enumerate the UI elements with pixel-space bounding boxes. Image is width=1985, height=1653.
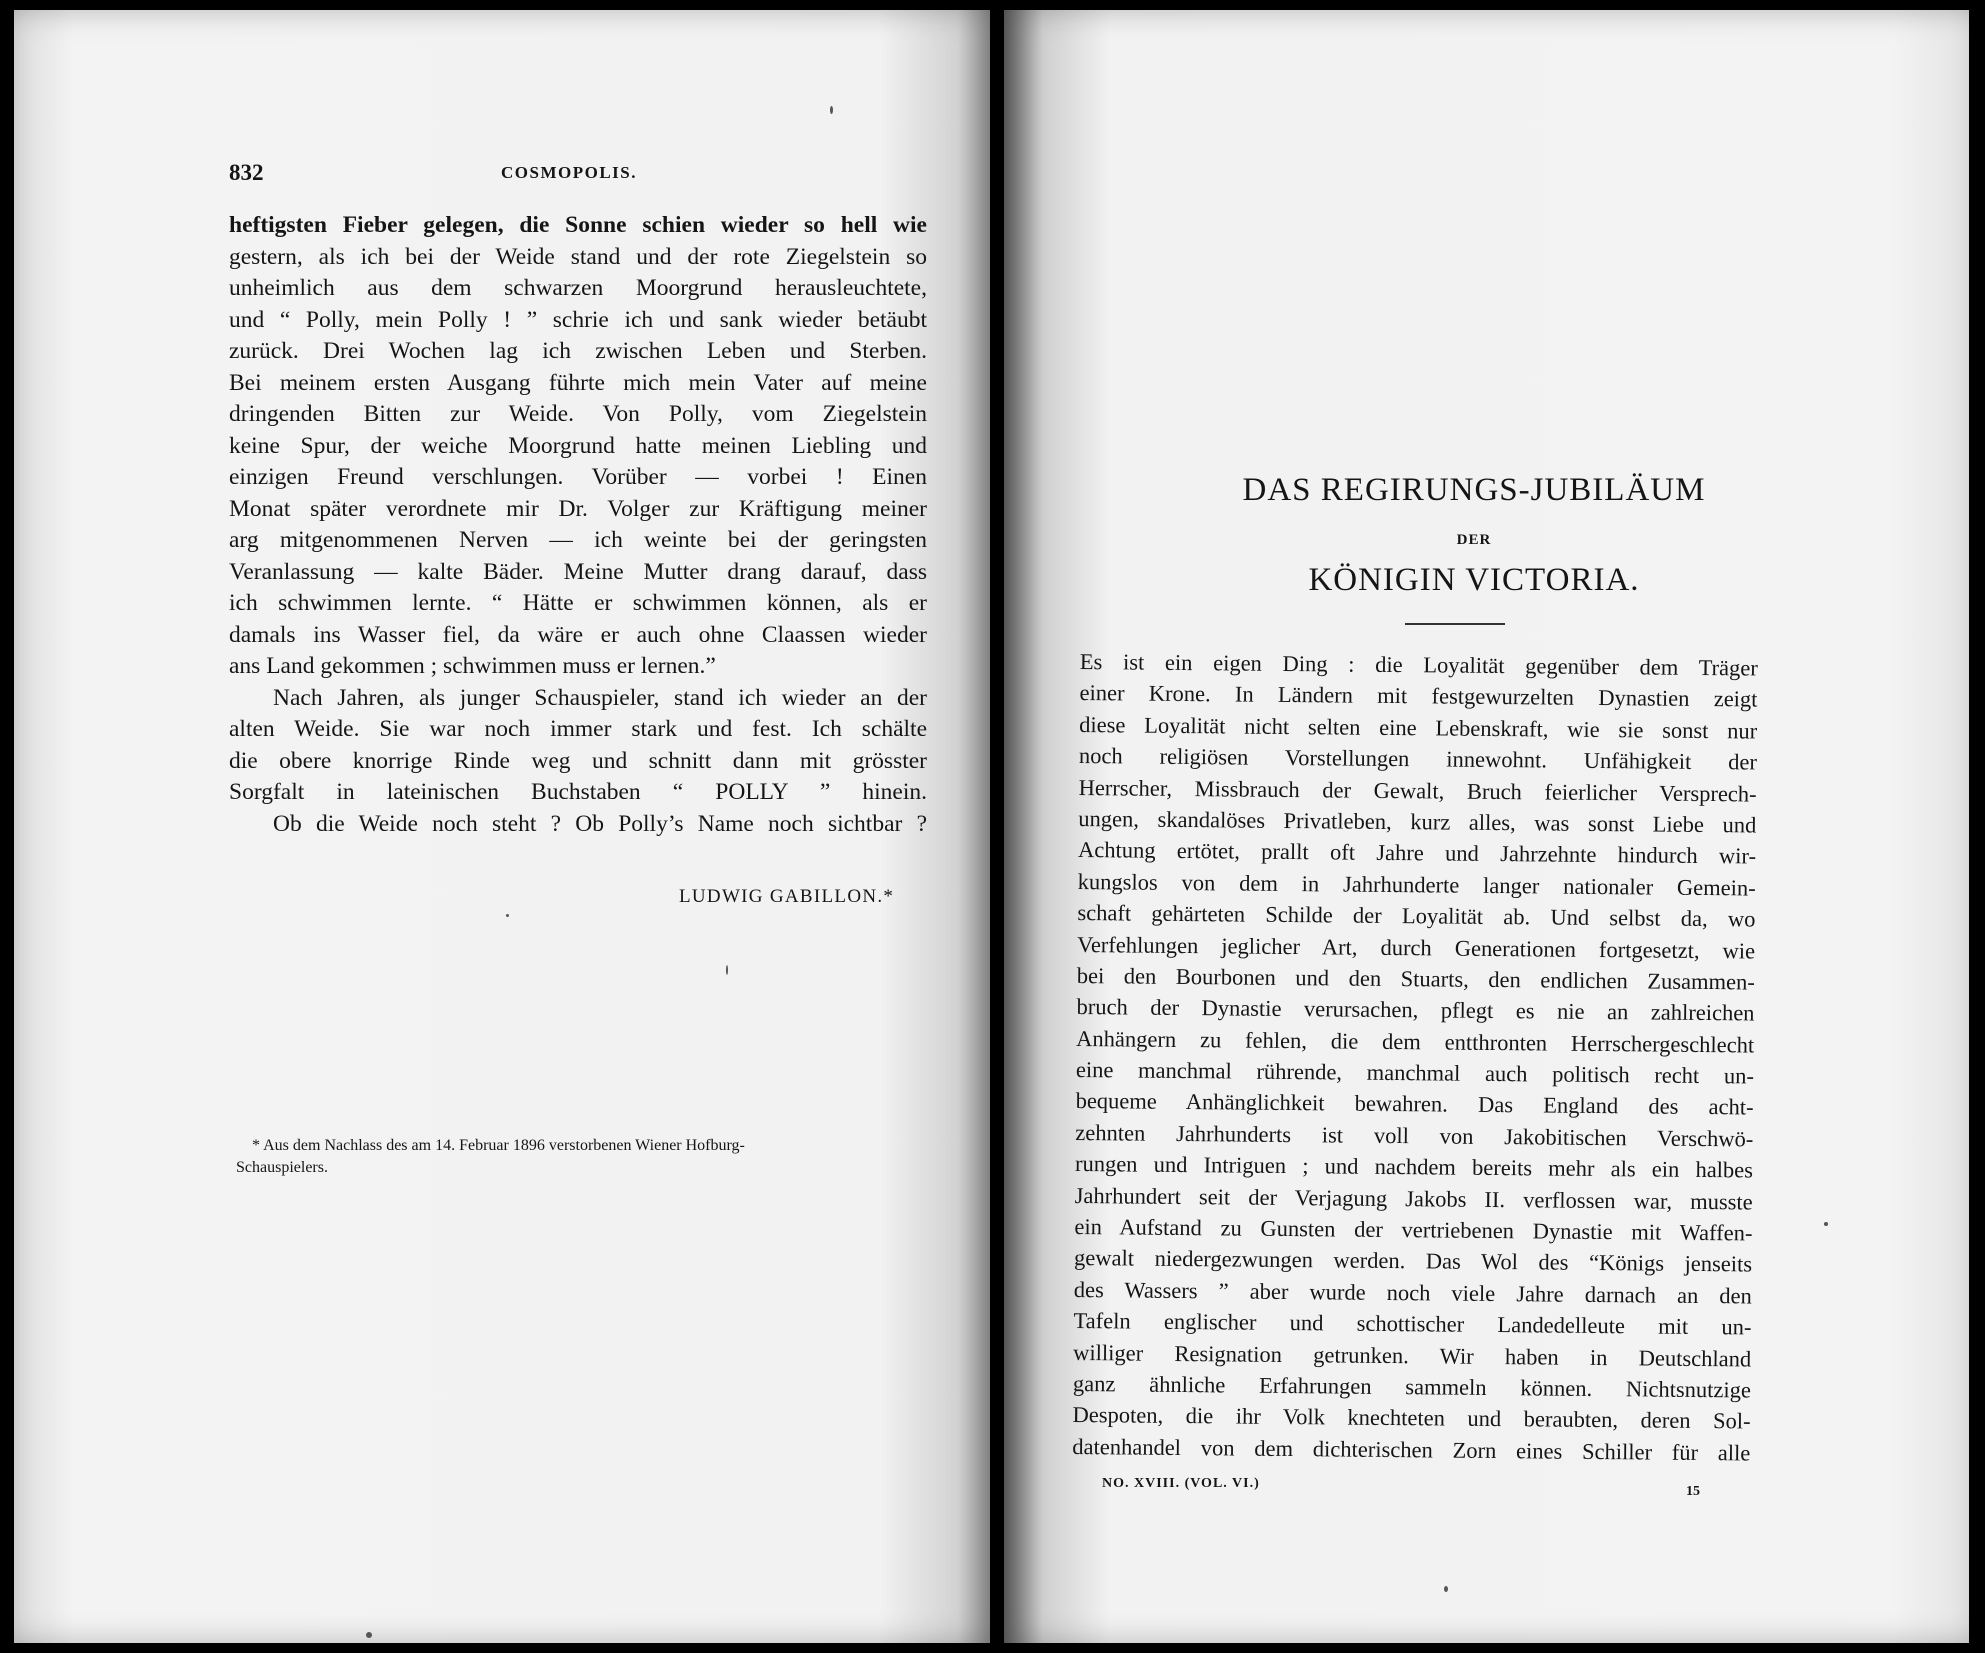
- text-line: bruch der Dynastie verursachen, pflegt es nie an zahlreichen: [1076, 994, 1755, 1026]
- left-page: [14, 10, 997, 1643]
- text-line: diese Loyalität nicht selten eine Lebenskraft, wie sie sonst nur: [1079, 711, 1758, 744]
- print-speck: [366, 1632, 372, 1638]
- text-line: einer Krone. In Ländern mit festgewurzelten Dynastien zeigt: [1079, 680, 1758, 712]
- text-line: arg mitgenommenen Nerven — ich weinte bei der geringsten: [229, 527, 927, 553]
- article-subtitle: KÖNIGIN VICTORIA.: [1308, 562, 1640, 598]
- text-line: gewalt niedergezwungen werden. Das Wol des “Königs jenseits: [1074, 1245, 1753, 1277]
- signature-number: 15: [1686, 1484, 1700, 1499]
- text-line: gestern, als ich bei der Weide stand und der rote Ziegelstein so: [229, 243, 927, 270]
- footnote-line: Schauspielers.: [236, 1159, 328, 1176]
- print-speck: [506, 914, 509, 917]
- page-number: 832: [229, 160, 264, 185]
- text-line: schaft gehärteten Schilde der Loyalität ab. Und selbst da, wo: [1077, 900, 1756, 932]
- article-title-connector: DER: [1456, 532, 1492, 548]
- text-line: ein Aufstand zu Gunsten der vertriebenen Dynastie mit Waffen-: [1074, 1214, 1753, 1246]
- text-line: einzigen Freund verschlungen. Vorüber — vorbei ! Einen: [229, 464, 927, 490]
- text-line: dringenden Bitten zur Weide. Von Polly, vom Ziegelstein: [229, 401, 927, 427]
- text-line: des Wassers ” aber wurde noch viele Jahre darnach an den: [1073, 1276, 1752, 1309]
- text-line: williger Resignation getrunken. Wir haben in Deutschland: [1073, 1339, 1752, 1372]
- text-line: ich schwimmen lernte. “ Hätte er schwimmen können, als er: [229, 590, 927, 616]
- author-signature: LUDWIG GABILLON.*: [679, 886, 895, 907]
- text-line: keine Spur, der weiche Moorgrund hatte meinen Liebling und: [229, 432, 927, 459]
- text-line: Tafeln englischer und schottischer Landedelleute mit un-: [1073, 1308, 1752, 1340]
- print-speck: [1824, 1222, 1828, 1226]
- text-line: und “ Polly, mein Polly ! ” schrie ich und sank wieder betäubt: [229, 306, 927, 333]
- text-line: datenhandel von dem dichterischen Zorn eines Schiller für alle: [1072, 1433, 1751, 1466]
- text-line: bei den Bourbonen und den Stuarts, den endlichen Zusammen-: [1076, 962, 1755, 995]
- right-body-text: [1072, 646, 1758, 1469]
- article-title: DAS REGIRUNGS-JUBILÄUM: [1242, 472, 1706, 508]
- footnote-line: * Aus dem Nachlass des am 14. Februar 1896 verstorbenen Wiener Hofburg-: [252, 1137, 745, 1154]
- text-line: unheimlich aus dem schwarzen Moorgrund herausleuchtete,: [229, 275, 927, 301]
- text-line: heftigsten Fieber gelegen, die Sonne schien wieder so hell wie: [229, 212, 927, 238]
- signature-mark: NO. XVIII. (VOL. VI.): [1102, 1476, 1260, 1491]
- text-line: rungen und Intriguen ; und nachdem bereits mehr als ein halbes: [1074, 1151, 1754, 1183]
- text-line: bequeme Anhänglichkeit bewahren. Das England des acht-: [1075, 1088, 1754, 1120]
- print-speck: [1444, 1586, 1448, 1592]
- footnote: [236, 1135, 942, 1179]
- running-head: [229, 160, 929, 190]
- text-line: ans Land gekommen ; schwimmen muss er lernen.”: [229, 653, 716, 679]
- text-line: Ob die Weide noch steht ? Ob Polly’s Name noch sichtbar ?: [273, 810, 927, 837]
- print-speck: [726, 965, 728, 975]
- text-line: kungslos von dem in Jahrhunderte langer nationaler Gemein-: [1077, 868, 1756, 901]
- text-line: die obere knorrige Rinde weg und schnitt dann mit grösster: [229, 747, 927, 774]
- text-line: zurück. Drei Wochen lag ich zwischen Leben und Sterben.: [229, 338, 927, 364]
- running-title: COSMOPOLIS.: [501, 163, 637, 182]
- text-line: Veranlassung — kalte Bäder. Meine Mutter drang darauf, dass: [229, 558, 927, 585]
- title-divider: [1405, 623, 1505, 625]
- text-line: Despoten, die ihr Volk knechteten und beraubten, deren Sol-: [1072, 1402, 1751, 1434]
- text-line: ganz ähnliche Erfahrungen sammeln können. Nichtsnutzige: [1072, 1370, 1752, 1403]
- text-line: Monat später verordnete mir Dr. Volger zur Kräftigung meiner: [229, 495, 927, 522]
- text-line: Anhängern zu fehlen, die dem entthronten Herrschergeschlecht: [1076, 1025, 1755, 1058]
- text-line: Jahrhundert seit der Verjagung Jakobs II. verflossen war, musste: [1074, 1182, 1753, 1215]
- text-line: noch religiösen Vorstellungen innewohnt. Unfähigkeit der: [1078, 743, 1758, 775]
- text-line: eine manchmal rührende, manchmal auch politisch recht un-: [1075, 1057, 1755, 1089]
- text-line: damals ins Wasser fiel, da wäre er auch ohne Claassen wieder: [229, 621, 927, 648]
- text-line: ungen, skandalöses Privatleben, kurz alles, was sonst Liebe und: [1078, 805, 1757, 838]
- text-line: Verfehlungen jeglicher Art, durch Generationen fortgesetzt, wie: [1077, 931, 1756, 964]
- text-line: Sorgfalt in lateinischen Buchstaben “ POLLY ” hinein.: [229, 779, 927, 805]
- text-line: Herrscher, Missbrauch der Gewalt, Bruch feierlicher Versprech-: [1078, 774, 1757, 807]
- text-line: Nach Jahren, als junger Schauspieler, stand ich wieder an der: [273, 684, 927, 711]
- text-line: Bei meinem ersten Ausgang führte mich mein Vater auf meine: [229, 369, 927, 396]
- text-line: alten Weide. Sie war noch immer stark und fest. Ich schälte: [229, 716, 927, 742]
- left-body-text: [229, 210, 927, 840]
- print-speck: [830, 106, 833, 114]
- text-line: Es ist ein eigen Ding : die Loyalität gegenüber dem Träger: [1079, 648, 1758, 681]
- text-line: Achtung ertötet, prallt oft Jahre und Jahrzehnte hindurch wir-: [1077, 837, 1757, 869]
- right-page: [1004, 10, 1969, 1643]
- text-line: zehnten Jahrhunderts ist voll von Jakobitischen Verschwö-: [1075, 1119, 1754, 1152]
